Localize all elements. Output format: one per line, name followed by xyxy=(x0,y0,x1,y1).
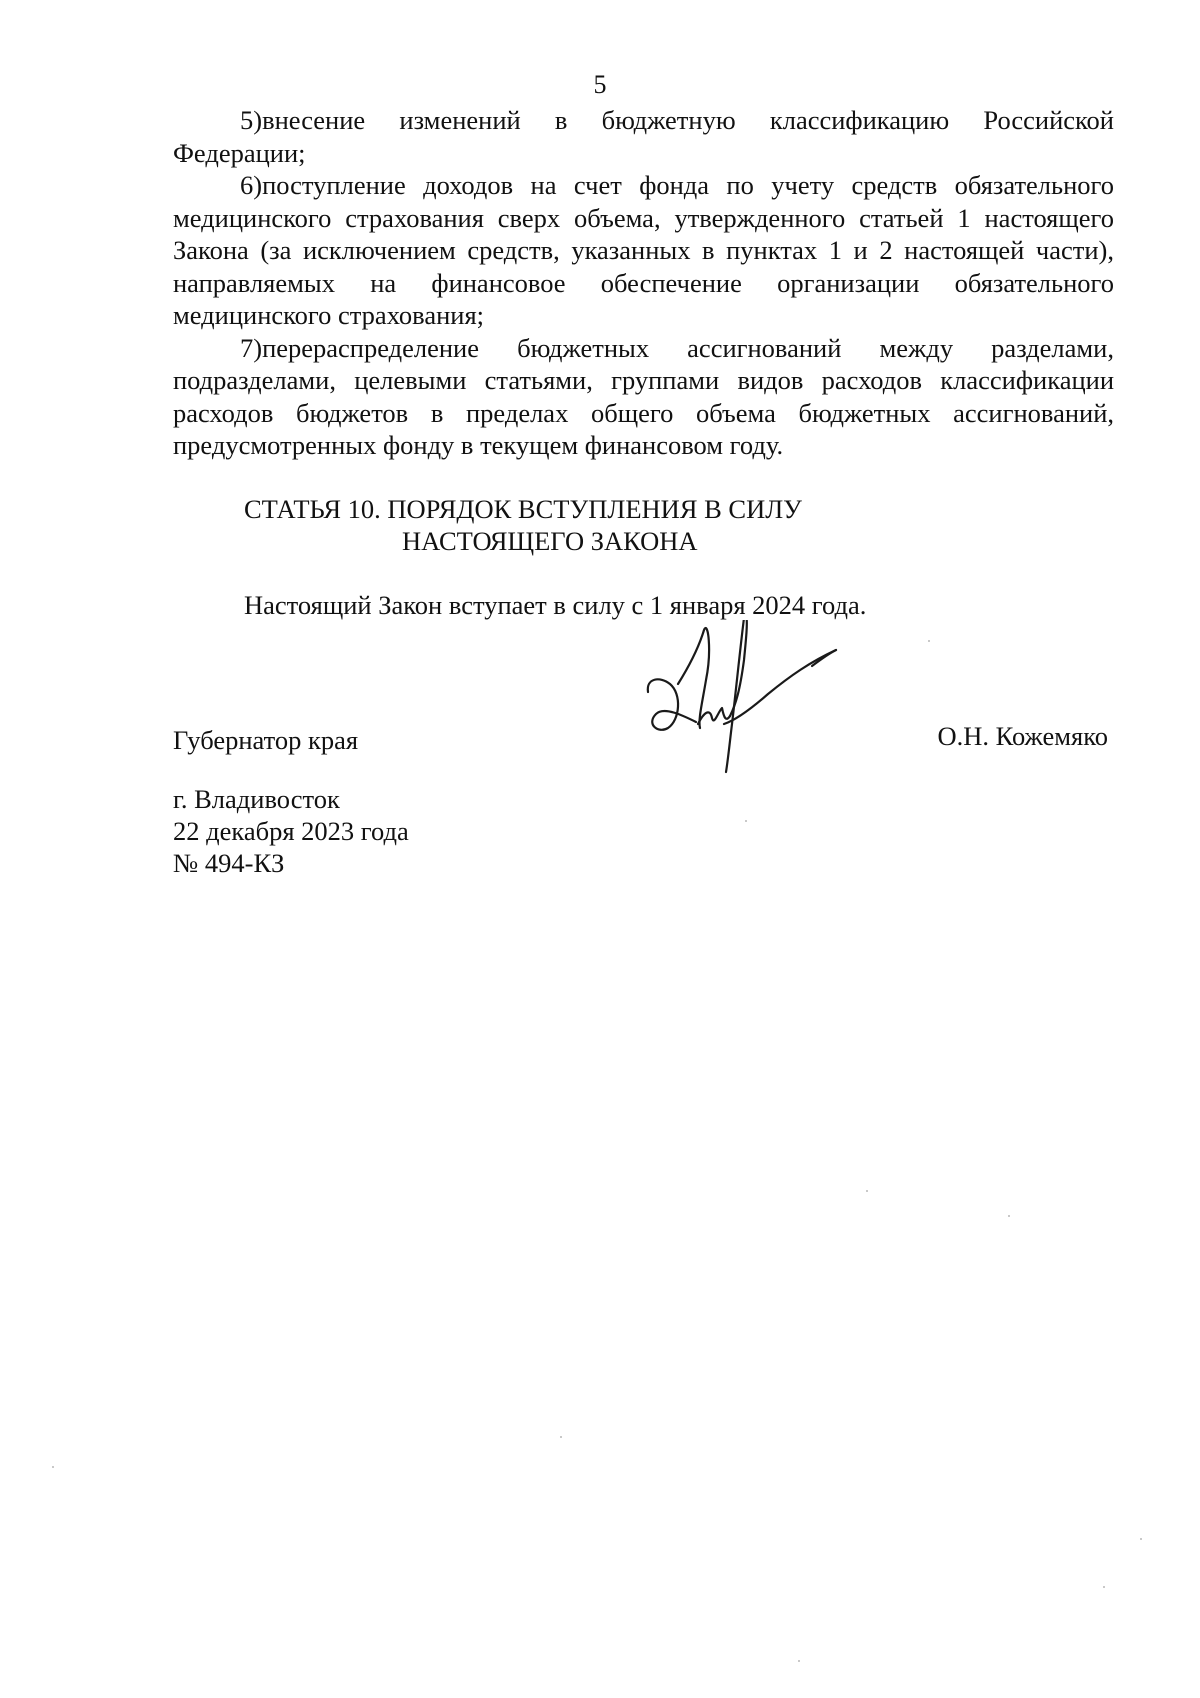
scan-speck xyxy=(745,820,747,822)
issue-place: г. Владивосток xyxy=(173,784,340,814)
scan-speck xyxy=(866,1190,868,1192)
article-heading-line-1: СТАТЬЯ 10. ПОРЯДОК ВСТУПЛЕНИЯ В СИЛУ xyxy=(244,494,802,524)
signatory-name: О.Н. Кожемяко xyxy=(937,721,1108,751)
scan-speck xyxy=(560,1436,562,1438)
article-9-continuation xyxy=(173,104,1114,462)
handwritten-signature xyxy=(640,620,860,790)
scan-speck xyxy=(798,1660,800,1662)
scan-speck xyxy=(928,640,930,642)
page-number: 5 xyxy=(593,70,607,99)
list-item-7: 7)перераспределение бюджетных ассигнований между разделами, подразделами, целевыми статьями, группами видов расходов классификации расходов бюджетов в пределах общего объема бюджетных ассигнований, предусмотренных фонду в текущем финансовом году. xyxy=(173,332,1114,460)
scan-speck xyxy=(1103,1586,1105,1588)
article-heading-line-2: НАСТОЯЩЕГО ЗАКОНА xyxy=(402,526,698,556)
list-item-5: 5)внесение изменений в бюджетную классификацию Российской Федерации; xyxy=(173,105,1114,168)
article-10-heading xyxy=(244,493,884,557)
article-10-text: Настоящий Закон вступает в силу с 1 января 2024 года. xyxy=(244,590,867,620)
scan-speck xyxy=(52,1466,54,1468)
issue-details xyxy=(173,783,409,879)
scan-speck xyxy=(1140,1538,1142,1540)
issue-date: 22 декабря 2023 года xyxy=(173,816,409,846)
law-number: № 494-КЗ xyxy=(173,848,285,878)
scan-speck xyxy=(1008,1215,1010,1217)
signatory-position: Губернатор края xyxy=(173,725,359,755)
list-item-6: 6)поступление доходов на счет фонда по учету средств обязательного медицинского страхования сверх объема, утвержденного статьей 1 настоящего Закона (за исключением средств, указанных в пунктах 1 и 2 настоящей части), направляемых на финансовое обеспечение организации обязательного медицинского страхования; xyxy=(173,170,1114,330)
